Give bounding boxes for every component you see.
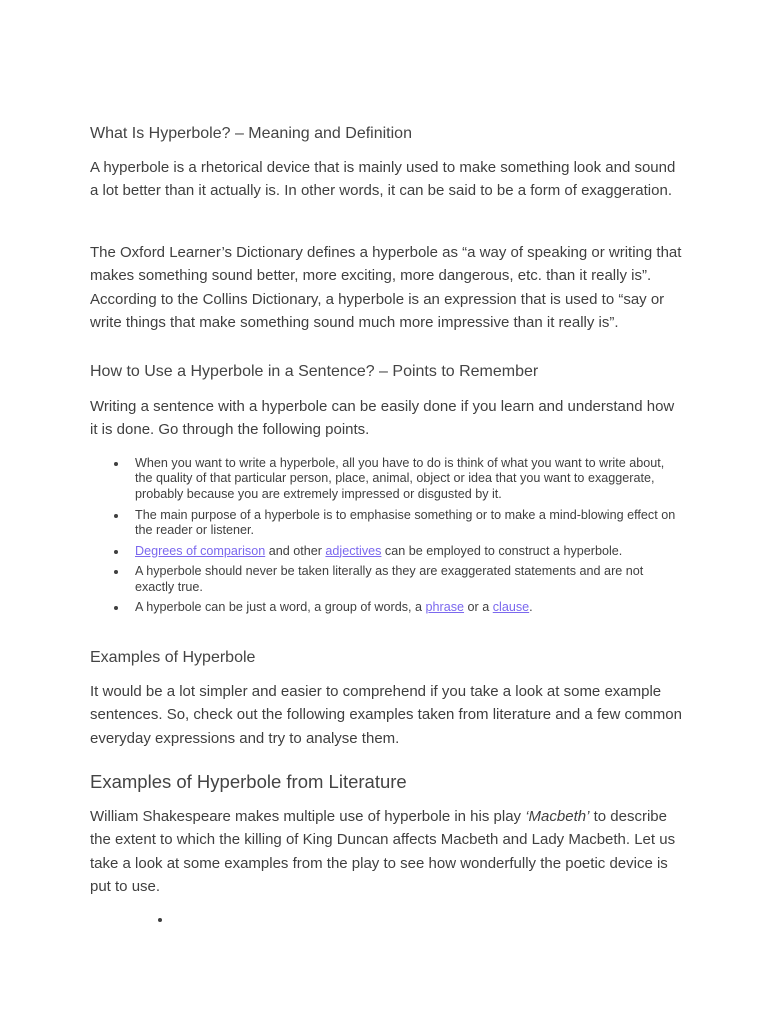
link-clause[interactable]: clause (492, 600, 530, 615)
paragraph-examples-intro: It would be a lot simpler and easier to comprehend if you take a look at some example sentences. So, check out the following examples taken from literature and a few common everyday expressions and try to analyse them. (90, 683, 682, 747)
points-list (90, 456, 682, 621)
paragraph-text: William Shakespeare makes multiple use of hyperbole in his play (90, 808, 526, 825)
point-text: can be employed to construct a hyperbole. (381, 543, 623, 558)
heading-what-is-hyperbole: What Is Hyperbole? – Meaning and Definition (90, 125, 412, 142)
point-text: A hyperbole should never be taken literally as they are exaggerated statements and are not exactly true. (135, 564, 644, 594)
list-item (135, 564, 682, 595)
paragraph-how-to-intro: Writing a sentence with a hyperbole can be easily done if you learn and understand how it is done. Go through the following points. (90, 398, 675, 439)
point-text: . (529, 600, 533, 615)
list-item (135, 508, 682, 539)
empty-bullet (158, 918, 162, 922)
paragraph-definition: A hyperbole is a rhetorical device that is mainly used to make something look and sound a lot better than it actually is. In other words, it can be said to be a form of exaggeration. (90, 159, 676, 200)
point-text: A hyperbole can be just a word, a group of words, a (135, 600, 426, 615)
link-adjectives[interactable]: adjectives (325, 543, 382, 558)
point-text: and other (265, 543, 326, 558)
point-text: The main purpose of a hyperbole is to emphasise something or to make a mind-blowing effect on the reader or listener. (135, 507, 676, 537)
paragraph-macbeth (90, 805, 682, 898)
link-degrees-of-comparison[interactable]: Degrees of comparison (135, 543, 266, 558)
list-item (135, 544, 682, 559)
list-item (135, 456, 682, 502)
list-item (135, 600, 682, 615)
point-text: or a (464, 600, 493, 615)
play-title: ‘Macbeth’ (525, 808, 590, 825)
heading-examples-literature: Examples of Hyperbole from Literature (90, 771, 407, 792)
point-text: When you want to write a hyperbole, all you have to do is think of what you want to write about, the quality of that particular person, place, animal, object or idea that you want to exaggerate, probably because you are extremely impressed or disgusted by it. (135, 456, 665, 501)
heading-how-to-use: How to Use a Hyperbole in a Sentence? – Points to Remember (90, 363, 539, 380)
link-phrase[interactable]: phrase (425, 600, 465, 615)
paragraph-dictionary-definitions: The Oxford Learner’s Dictionary defines a hyperbole as “a way of speaking or writing that makes something sound better, more exciting, more dangerous, etc. than it really is”. According to the Collins Dictionary, a hyperbole is an expression that is used to “say or write things that make something sound much more impressive than it really is”. (90, 244, 682, 331)
heading-examples: Examples of Hyperbole (90, 649, 256, 666)
paragraph-text: to describe the extent to which the killing of King Duncan affects Macbeth and Lady Macbeth. Let us take a look at some examples from the play to see how wonderfully the poetic device is put to use. (90, 808, 676, 895)
